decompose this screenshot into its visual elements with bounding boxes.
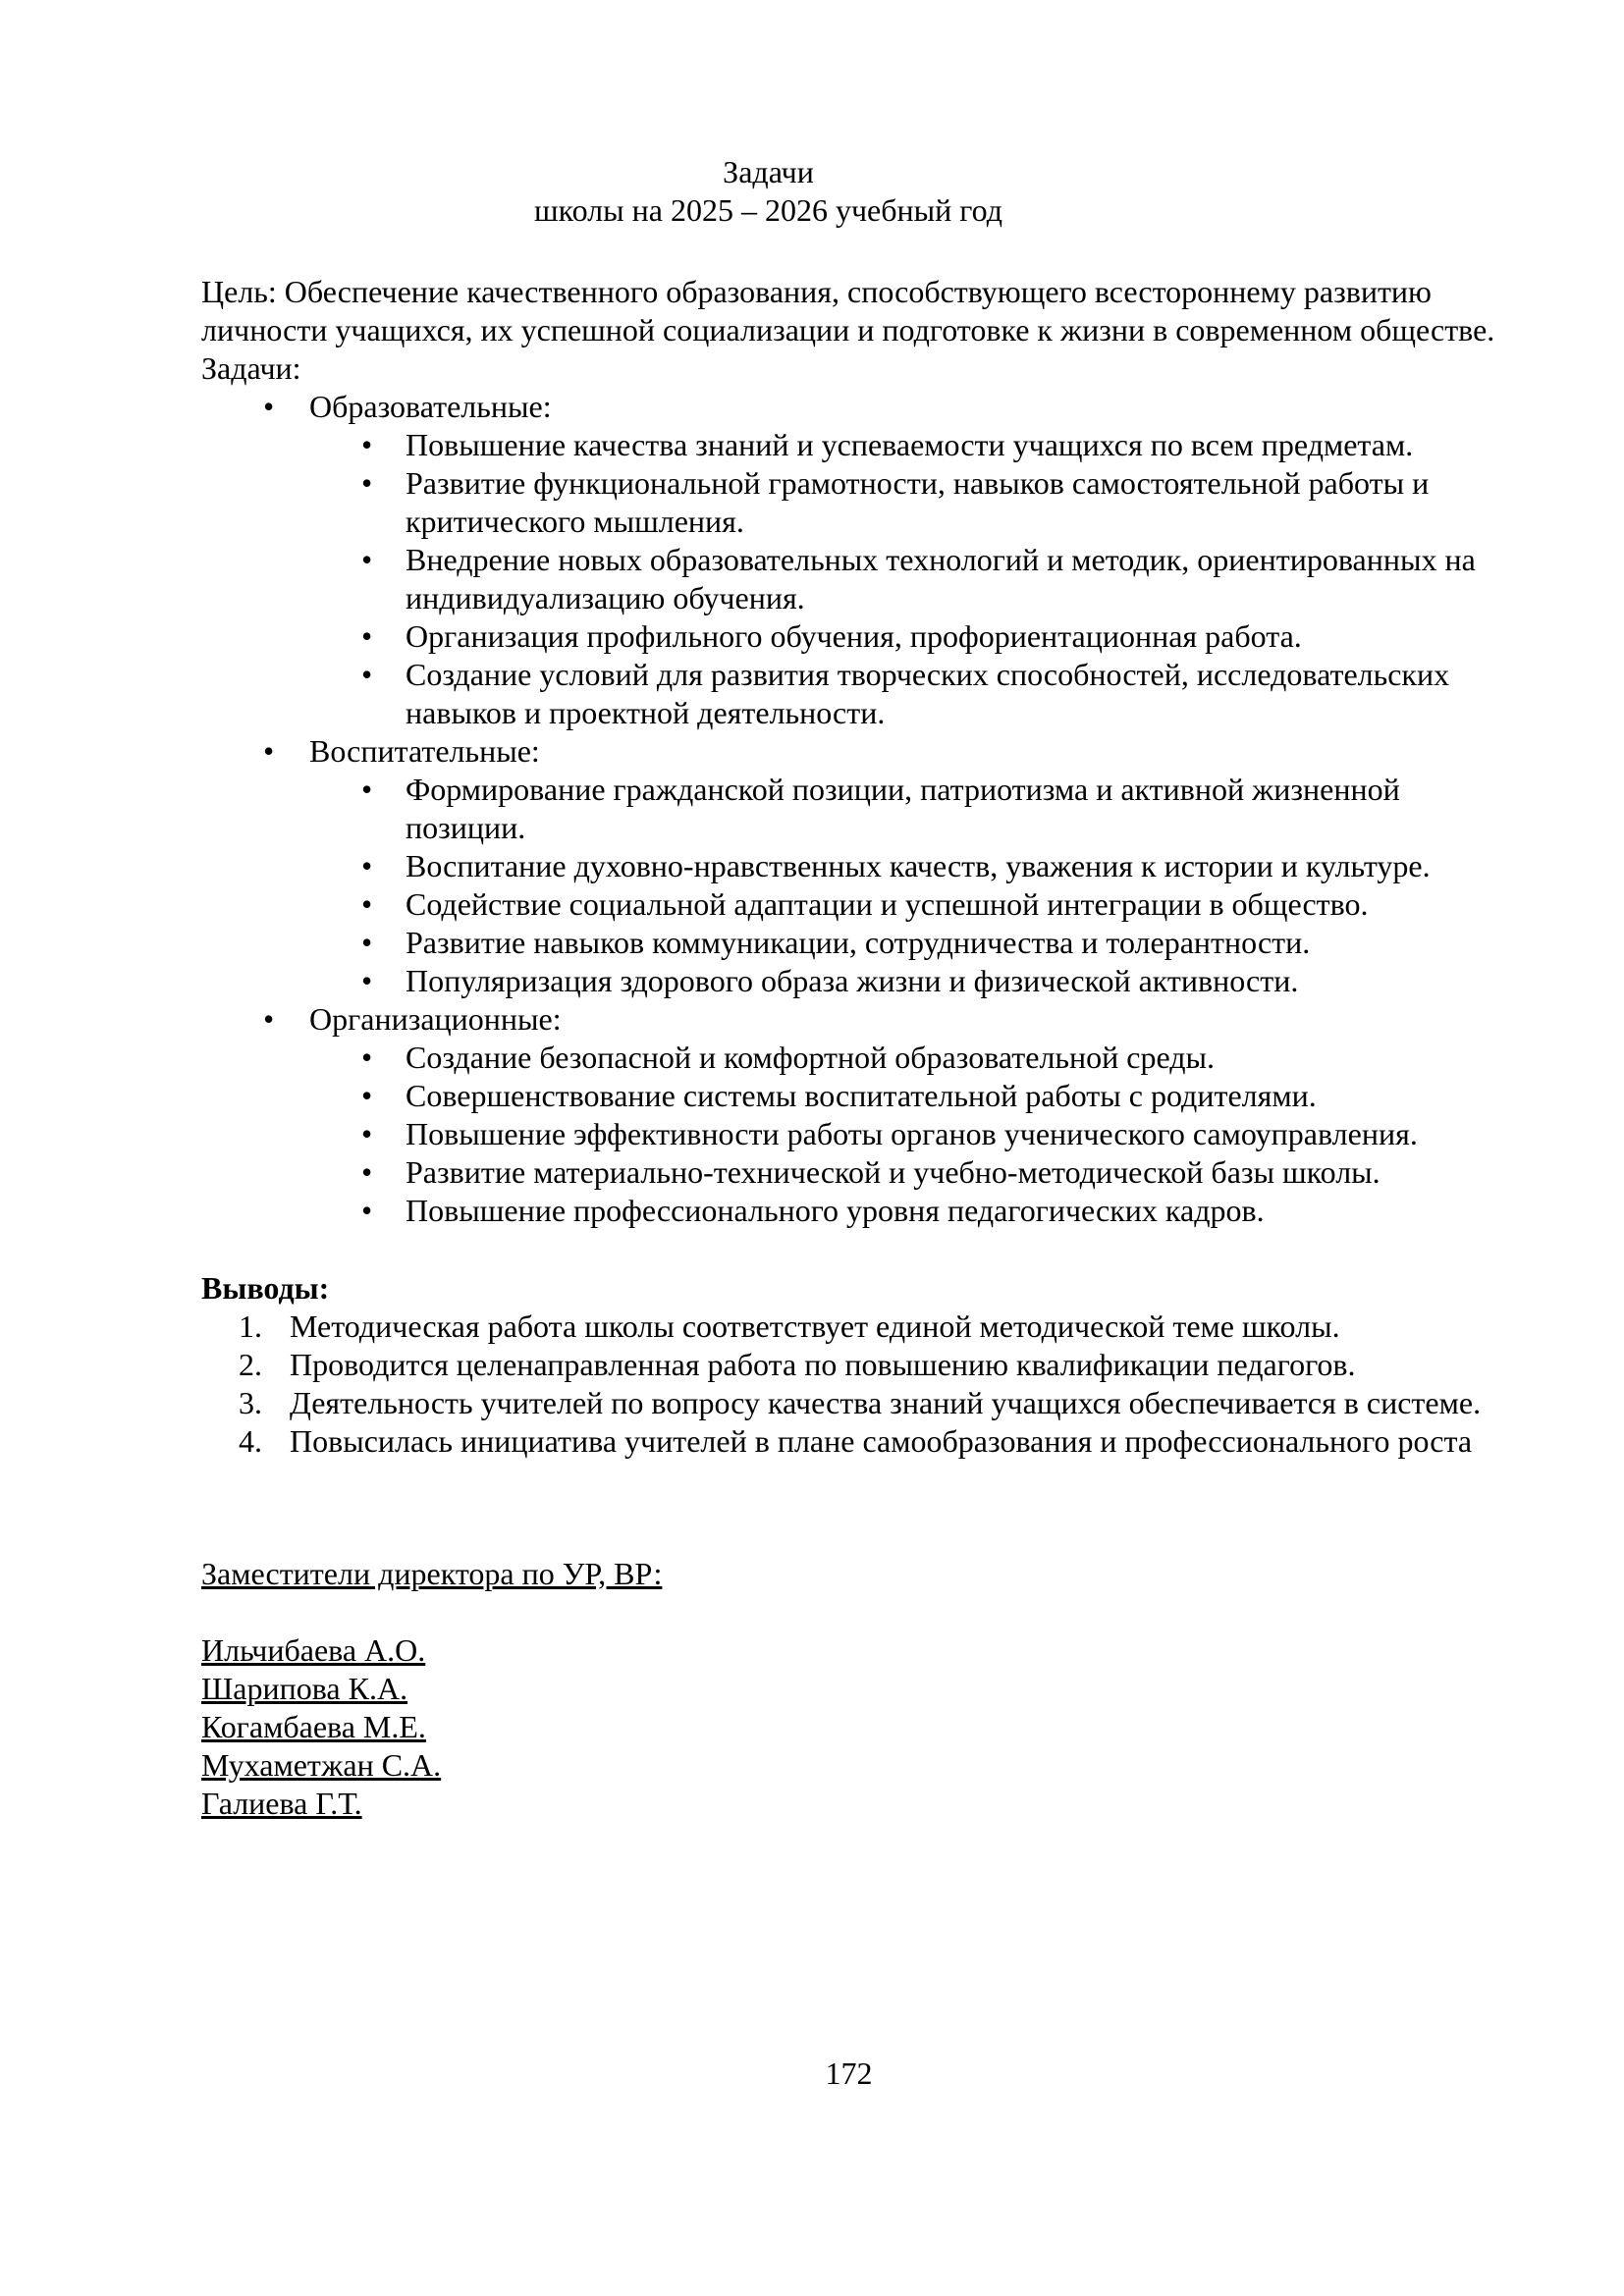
conclusions-heading: Выводы: — [201, 1270, 330, 1306]
bullet-icon: • — [361, 1193, 373, 1228]
task-item — [201, 885, 1496, 924]
goal-paragraph: Цель: Обеспечение качественного образования, способствующего всестороннему развитию личности учащихся, их успешной социализации и подготовке к жизни в современном обществе. — [201, 274, 1495, 347]
tasks-list — [201, 388, 1496, 1230]
bullet-icon: • — [361, 963, 373, 998]
task-item-text: Организация профильного обучения, профориентационная работа. — [406, 618, 1302, 654]
task-item-text: Развитие функциональной грамотности, навыков самостоятельной работы и критического мышления. — [406, 465, 1430, 539]
task-item-text: Содействие социальной адаптации и успешной интеграции в общество. — [406, 886, 1369, 922]
bullet-icon: • — [361, 1154, 373, 1190]
task-item — [201, 1039, 1496, 1077]
signature-name: Когамбаева М.Е. — [201, 1709, 426, 1744]
task-item-text: Повышение эффективности работы органов ученического самоуправления. — [406, 1116, 1418, 1151]
signature-name: Галиева Г.Т. — [201, 1786, 362, 1821]
task-item-text: Развитие материально-технической и учебно-методической базы школы. — [406, 1154, 1380, 1190]
conclusion-text: Проводится целенаправленная работа по повышению квалификации педагогов. — [290, 1347, 1356, 1382]
conclusion-number: 4. — [239, 1423, 262, 1459]
task-item — [201, 924, 1496, 962]
conclusion-number: 3. — [239, 1385, 262, 1420]
conclusion-text: Повысилась инициатива учителей в плане самообразования и профессионального роста — [290, 1423, 1473, 1459]
task-item — [201, 1077, 1496, 1115]
bullet-icon: • — [263, 1001, 275, 1037]
conclusion-number: 2. — [239, 1347, 262, 1382]
signatures-section — [201, 1555, 1496, 1823]
conclusion-item — [201, 1308, 1496, 1346]
task-item — [201, 656, 1496, 732]
title-line-1: Задачи — [723, 154, 814, 189]
task-item — [201, 962, 1496, 1000]
task-item-text: Формирование гражданской позиции, патриотизма и активной жизненной позиции. — [406, 772, 1400, 845]
tasks-label: Задачи: — [201, 350, 301, 386]
signature-names — [201, 1631, 1496, 1823]
document-title — [201, 153, 1496, 230]
signature-name: Мухаметжан С.А. — [201, 1747, 442, 1783]
bullet-icon: • — [361, 465, 373, 501]
conclusions-section — [201, 1269, 1496, 1461]
conclusion-item — [201, 1384, 1496, 1422]
task-item-text: Популяризация здорового образа жизни и физической активности. — [406, 963, 1299, 998]
task-group-label-text: Образовательные: — [309, 389, 552, 424]
task-item — [201, 426, 1496, 464]
bullet-icon: • — [263, 389, 275, 424]
conclusion-text: Методическая работа школы соответствует единой методической теме школы. — [290, 1308, 1340, 1344]
page-number: 172 — [825, 2056, 873, 2091]
task-item — [201, 617, 1496, 656]
task-item — [201, 771, 1496, 847]
bullet-icon: • — [361, 1078, 373, 1113]
task-item-text: Повышение качества знаний и успеваемости учащихся по всем предметам. — [406, 427, 1414, 462]
conclusion-item — [201, 1346, 1496, 1384]
bullet-icon: • — [361, 657, 373, 692]
task-item — [201, 464, 1496, 541]
signatures-heading-text: Заместители директора по УР, ВР: — [201, 1556, 663, 1591]
bullet-icon: • — [361, 1116, 373, 1151]
bullet-icon: • — [361, 886, 373, 922]
bullet-icon: • — [361, 772, 373, 807]
conclusion-text: Деятельность учителей по вопросу качества знаний учащихся обеспечивается в системе. — [290, 1385, 1482, 1420]
task-item-text: Совершенствование системы воспитательной работы с родителями. — [406, 1078, 1317, 1113]
task-item — [201, 541, 1496, 617]
task-item — [201, 847, 1496, 885]
task-item — [201, 1115, 1496, 1153]
task-group-label-text: Воспитательные: — [309, 733, 540, 769]
task-group-label — [201, 1000, 1496, 1039]
title-line-2: школы на 2025 – 2026 учебный год — [534, 192, 1002, 228]
conclusion-item — [201, 1422, 1496, 1461]
task-item-text: Создание условий для развития творческих способностей, исследовательских навыков и проектной деятельности. — [406, 657, 1450, 730]
task-group-label — [201, 388, 1496, 426]
bullet-icon: • — [263, 733, 275, 769]
bullet-icon: • — [361, 542, 373, 577]
task-item — [201, 1192, 1496, 1230]
bullet-icon: • — [361, 1040, 373, 1075]
signature-name: Ильчибаева А.О. — [201, 1632, 426, 1668]
task-item-text: Воспитание духовно-нравственных качеств, уважения к истории и культуре. — [406, 848, 1431, 883]
task-item-text: Развитие навыков коммуникации, сотрудничества и толерантности. — [406, 925, 1311, 960]
task-item-text: Создание безопасной и комфортной образовательной среды. — [406, 1040, 1216, 1075]
bullet-icon: • — [361, 925, 373, 960]
signatures-heading — [201, 1555, 1496, 1593]
task-group-label — [201, 732, 1496, 771]
task-item — [201, 1153, 1496, 1192]
bullet-icon: • — [361, 618, 373, 654]
bullet-icon: • — [361, 427, 373, 462]
task-item-text: Внедрение новых образовательных технологий и методик, ориентированных на индивидуализацию обучения. — [406, 542, 1476, 615]
conclusion-number: 1. — [239, 1308, 262, 1344]
task-group-label-text: Организационные: — [309, 1001, 562, 1037]
signature-name: Шарипова К.А. — [201, 1671, 408, 1706]
task-item-text: Повышение профессионального уровня педагогических кадров. — [406, 1193, 1265, 1228]
bullet-icon: • — [361, 848, 373, 883]
